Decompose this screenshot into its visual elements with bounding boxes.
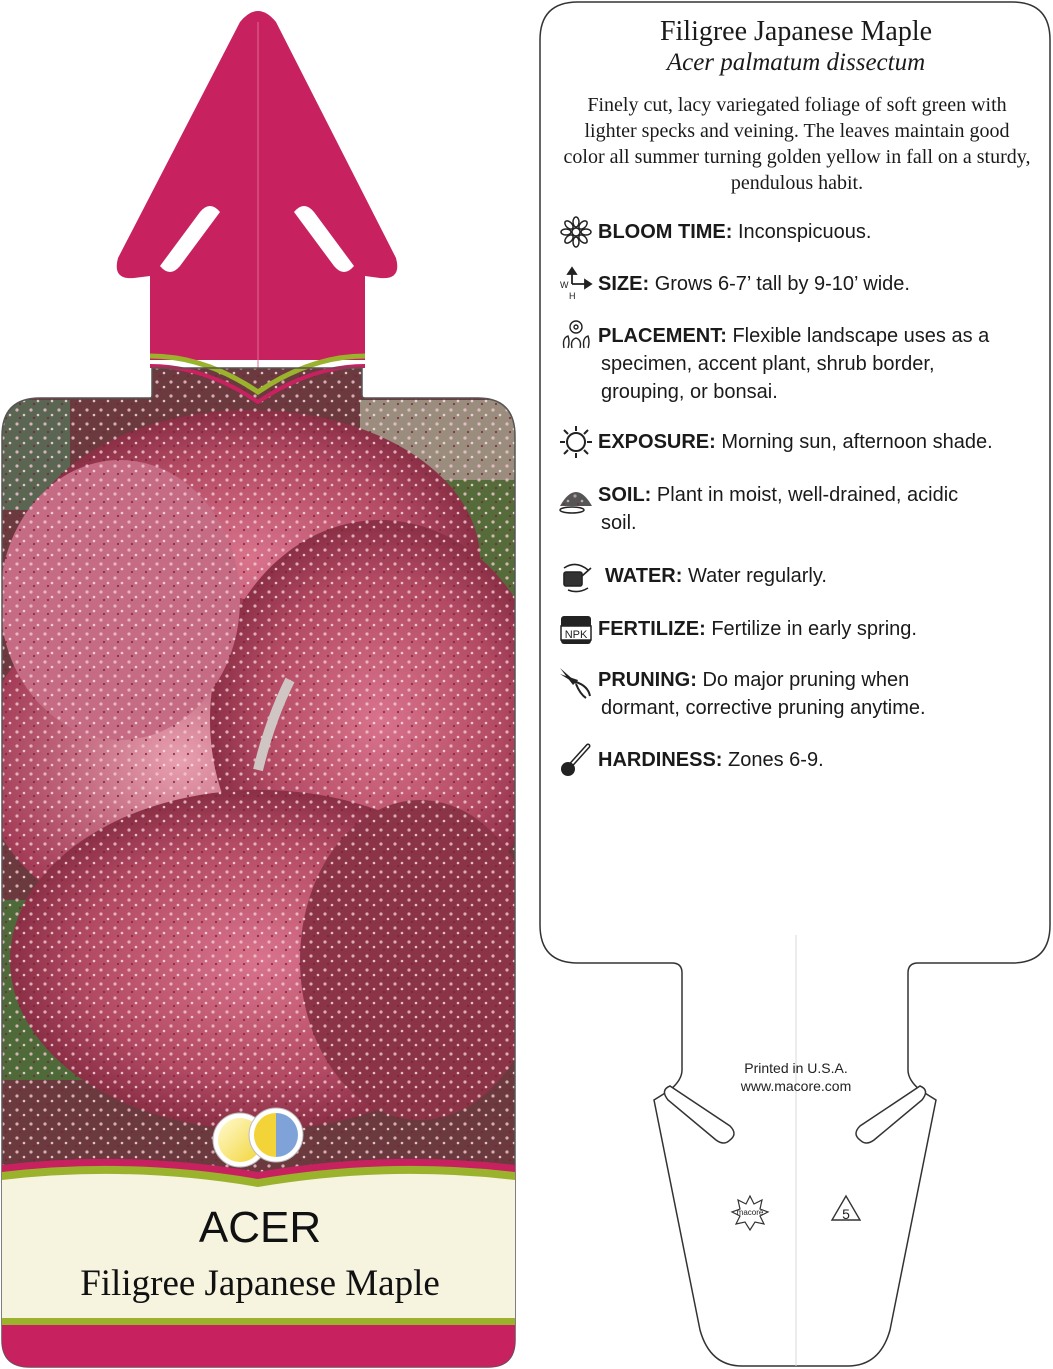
attr-pruning: PRUNING: Do major pruning when dormant, corrective pruning anytime. bbox=[598, 669, 926, 719]
back-title: Filigree Japanese Maple bbox=[659, 16, 933, 47]
plants-icon bbox=[558, 318, 594, 354]
back-latin-name: Acer palmatum dissectum bbox=[666, 49, 926, 76]
flower-icon bbox=[558, 214, 594, 250]
description: Finely cut, lacy variegated foliage of soft green with lighter specks and veining. The leaves maintain good color all summer turning golden yellow in fall on a sturdy, pendulous habit. bbox=[563, 94, 1031, 194]
svg-text:W: W bbox=[560, 280, 569, 290]
soil-pile-icon bbox=[558, 478, 594, 514]
attr-bloom-time: BLOOM TIME: Inconspicuous. bbox=[598, 221, 872, 243]
npk-icon bbox=[558, 612, 594, 648]
watering-can-icon bbox=[558, 558, 594, 594]
attr-water: WATER: Water regularly. bbox=[605, 565, 827, 587]
website-label: www.macore.com bbox=[740, 1078, 852, 1094]
attr-fertilize: FERTILIZE: Fertilize in early spring. bbox=[598, 618, 917, 640]
pruners-icon bbox=[558, 664, 594, 700]
sun-icon bbox=[558, 424, 594, 460]
printed-in-label: Printed in U.S.A. bbox=[744, 1060, 848, 1076]
attr-hardiness: HARDINESS: Zones 6-9. bbox=[598, 749, 824, 771]
svg-text:macore: macore bbox=[736, 1208, 764, 1217]
attr-placement: PLACEMENT: Flexible landscape uses as a specimen, accent plant, shrub border, grouping, or bonsai. bbox=[598, 325, 990, 403]
thermometer-icon bbox=[558, 742, 594, 778]
svg-text:NPK: NPK bbox=[564, 629, 588, 641]
svg-text:H: H bbox=[569, 291, 576, 301]
attr-soil: SOIL: Plant in moist, well-drained, acidic soil. bbox=[598, 484, 959, 534]
svg-text:5: 5 bbox=[842, 1206, 850, 1222]
attr-size: SIZE: Grows 6-7’ tall by 9-10’ wide. bbox=[598, 273, 910, 295]
size-arrows-icon bbox=[558, 266, 594, 302]
common-name: Filigree Japanese Maple bbox=[80, 1263, 440, 1304]
attr-exposure: EXPOSURE: Morning sun, afternoon shade. bbox=[598, 431, 993, 453]
genus-name: ACER bbox=[198, 1203, 322, 1252]
